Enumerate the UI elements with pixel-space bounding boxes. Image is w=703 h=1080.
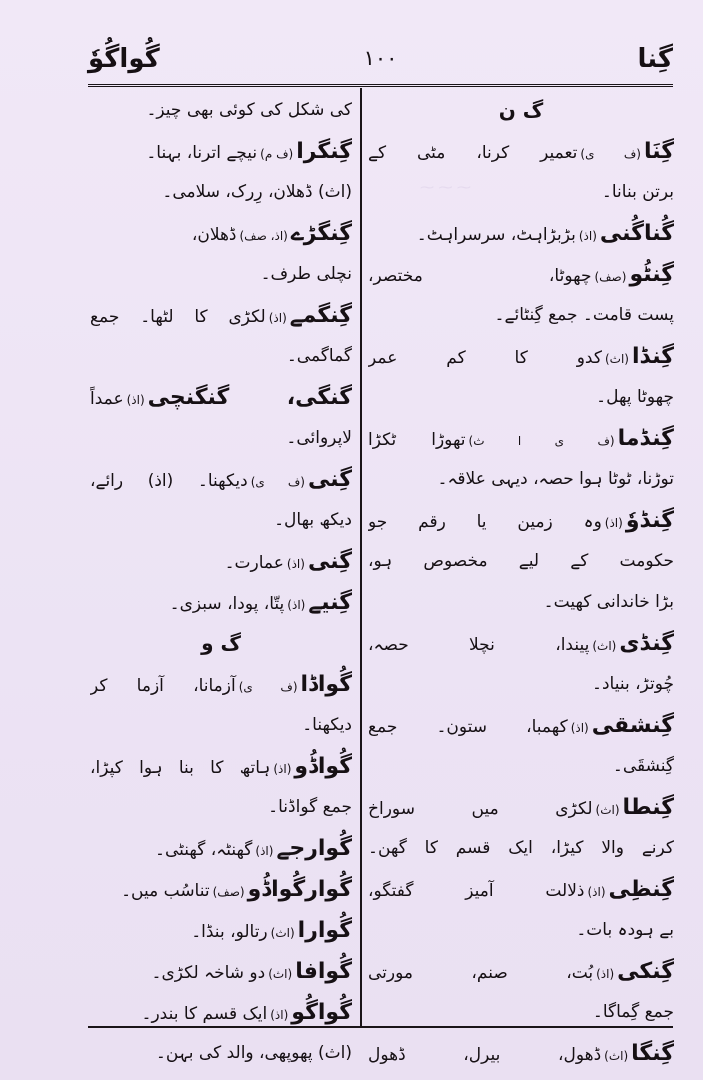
dictionary-entry bbox=[368, 869, 674, 910]
headword: گُوارگُواڈُو bbox=[247, 877, 352, 902]
definition-text: دیکھ بھال۔ bbox=[274, 510, 352, 530]
headword: گِنکی bbox=[617, 959, 674, 984]
definition-text: رتالو، بنڈا۔ bbox=[191, 922, 268, 942]
dictionary-entry bbox=[90, 664, 352, 705]
definition-text: جمع گواڈنا۔ bbox=[268, 797, 352, 817]
entry-continuation bbox=[368, 746, 674, 787]
header-headword-left: گُواگُوٗ bbox=[88, 44, 160, 74]
headword: گُناگُنی bbox=[599, 221, 674, 246]
entry-continuation bbox=[90, 172, 352, 213]
definition-text: کرنے والا کیڑا، ایک قسم کا گھن۔ bbox=[368, 838, 674, 858]
dictionary-entry bbox=[368, 336, 674, 377]
definition-text: گماگمی۔ bbox=[286, 346, 352, 366]
definition-text: ہاتھ کا بنا ہوا کپڑا، bbox=[90, 758, 271, 778]
grammar-label: (اث) bbox=[604, 352, 629, 366]
definition-text: ذلالت آمیز گفتگو، bbox=[368, 881, 585, 901]
show-through-text: ⁓ ⁓ ⁓ bbox=[420, 180, 471, 196]
footer-rule bbox=[88, 1026, 673, 1028]
headword: گِنگڑے bbox=[290, 221, 352, 246]
definition-text: دیکھنا۔ bbox=[302, 715, 352, 735]
grammar-label: (ف م) bbox=[260, 147, 294, 161]
entry-continuation bbox=[368, 377, 674, 418]
headword: گِنطا bbox=[622, 795, 674, 820]
grammar-label: (اذ) bbox=[270, 1008, 289, 1022]
definition-text: لکڑی کا لٹھا۔ جمع bbox=[90, 307, 266, 327]
grammar-label: (اذ) bbox=[126, 393, 145, 407]
grammar-label: (اذ) bbox=[578, 229, 597, 243]
definition-text: برتن بنانا۔ bbox=[601, 182, 674, 202]
dictionary-entry bbox=[368, 213, 674, 254]
entry-continuation bbox=[368, 910, 674, 951]
headword: گُوارجے bbox=[276, 836, 352, 861]
entry-continuation bbox=[368, 295, 674, 336]
dictionary-entry bbox=[90, 377, 352, 418]
grammar-label: (اذ، صف) bbox=[239, 229, 288, 243]
left-column bbox=[90, 90, 352, 1074]
headword: گِنڈما bbox=[617, 426, 674, 451]
definition-text: بُت، صنم، مورتی bbox=[368, 963, 594, 983]
grammar-label: (صف) bbox=[594, 270, 627, 284]
grammar-label: (اذ) bbox=[255, 844, 274, 858]
entry-continuation bbox=[90, 90, 352, 131]
definition-text: نیچے اترنا، بہنا۔ bbox=[146, 143, 258, 163]
section-heading: گ و bbox=[201, 631, 241, 655]
definition-text: دیکھنا۔ (اذ) رائے، bbox=[90, 471, 248, 491]
dictionary-entry bbox=[90, 582, 352, 623]
grammar-label: (اذ) bbox=[287, 598, 306, 612]
definition-text: توڑنا، ٹوٹا ہوا حصہ، دیہی علاقہ۔ bbox=[437, 469, 674, 489]
definition-text: آزمانا، آزما کر bbox=[90, 676, 236, 696]
definition-text: پست قامت۔ جمع گِنٹائے۔ bbox=[494, 305, 674, 325]
headword: گِنی bbox=[307, 549, 352, 574]
headword: گُوافا bbox=[295, 959, 352, 984]
definition-text: پتّا، پودا، سبزی۔ bbox=[169, 594, 285, 614]
dictionary-entry bbox=[90, 295, 352, 336]
grammar-label: (اث) bbox=[268, 967, 293, 981]
dictionary-entry bbox=[90, 746, 352, 787]
headword: گُواگُو bbox=[291, 1000, 352, 1025]
definition-text: چُوتڑ، بنیاد۔ bbox=[592, 674, 674, 694]
entry-continuation bbox=[90, 336, 352, 377]
definition-text: تناسُب میں۔ bbox=[121, 881, 210, 901]
grammar-label: (ف ی ا ث) bbox=[468, 434, 615, 448]
entry-continuation bbox=[90, 1033, 352, 1074]
dictionary-entry bbox=[90, 910, 352, 951]
definition-text: بے ہودہ بات۔ bbox=[576, 920, 674, 940]
definition-text: کدو کا کم عمر bbox=[368, 348, 602, 368]
grammar-label: (اث) bbox=[595, 803, 620, 817]
headword: گِنڈوٗ bbox=[625, 508, 674, 533]
definition-text: (اث) ڈھلان، رِرک، سلامی۔ bbox=[162, 182, 352, 202]
grammar-label: (ف ی) bbox=[250, 475, 305, 489]
dictionary-entry bbox=[90, 131, 352, 172]
definition-text: عمداً bbox=[90, 389, 124, 409]
definition-text: جمع گِماگا۔ bbox=[592, 1002, 674, 1022]
header-headword-right: گِنا bbox=[637, 44, 673, 74]
dictionary-entry bbox=[90, 541, 352, 582]
grammar-label: (اث) bbox=[592, 639, 617, 653]
dictionary-entry bbox=[368, 623, 674, 664]
dictionary-entry bbox=[90, 951, 352, 992]
definition-text: پیندا، نچلا حصہ، bbox=[368, 635, 590, 655]
grammar-label: (اذ) bbox=[596, 967, 615, 981]
definition-text: لکڑی میں سوراخ bbox=[368, 799, 593, 819]
dictionary-entry bbox=[90, 828, 352, 869]
entry-continuation bbox=[368, 541, 674, 582]
dictionary-entry bbox=[368, 418, 674, 459]
entry-continuation bbox=[368, 582, 674, 623]
dictionary-entry bbox=[368, 500, 674, 541]
definition-text: ڈھول، بیرل، ڈھول bbox=[368, 1045, 602, 1065]
page-header bbox=[88, 40, 673, 80]
headword: گِنظِی bbox=[608, 877, 674, 902]
grammar-label: (اذ) bbox=[273, 762, 292, 776]
entry-continuation bbox=[90, 254, 352, 295]
definition-text: نچلی طرف۔ bbox=[260, 264, 352, 284]
definition-text: تعمیر کرنا، مٹی کے bbox=[368, 143, 578, 163]
dictionary-entry bbox=[368, 705, 674, 746]
definition-text: ڈھلان، bbox=[191, 225, 237, 245]
entry-continuation bbox=[90, 500, 352, 541]
entry-continuation bbox=[368, 459, 674, 500]
definition-text: بڑبڑاہٹ، سرسراہٹ۔ bbox=[416, 225, 576, 245]
headword: گِنی bbox=[307, 467, 352, 492]
entry-continuation bbox=[90, 418, 352, 459]
headword: گنگی، گنگنچی bbox=[147, 385, 352, 410]
column-divider bbox=[360, 88, 362, 1026]
dictionary-entry bbox=[90, 213, 352, 254]
grammar-label: (اث) bbox=[270, 926, 295, 940]
entry-continuation bbox=[368, 664, 674, 705]
headword: گُواڈا bbox=[300, 672, 352, 697]
headword: گُوارا bbox=[297, 918, 352, 943]
dictionary-entry bbox=[90, 459, 352, 500]
dictionary-entry bbox=[368, 131, 674, 172]
definition-text: عمارت۔ bbox=[224, 553, 284, 573]
grammar-label: (اث) bbox=[604, 1049, 629, 1063]
entry-continuation bbox=[368, 172, 674, 213]
headword: گِنڈی bbox=[619, 631, 674, 656]
grammar-label: (اذ) bbox=[268, 311, 287, 325]
header-rule bbox=[88, 84, 673, 89]
right-column bbox=[368, 90, 674, 1074]
definition-text: حکومت کے لیے مخصوص ہو، bbox=[368, 551, 674, 571]
page-number: ١٠٠ bbox=[363, 46, 398, 70]
definition-text: (اث) پھوپھی، والد کی بہن۔ bbox=[155, 1043, 352, 1063]
grammar-label: (اذ) bbox=[587, 885, 606, 899]
section-heading: گ ن bbox=[498, 98, 544, 122]
dictionary-entry bbox=[368, 254, 674, 295]
definition-text: بڑا خاندانی کھیت۔ bbox=[543, 592, 674, 612]
headword: گِنیے bbox=[308, 590, 352, 615]
headword: گِنگا bbox=[631, 1041, 674, 1066]
headword: گِنشقی bbox=[591, 713, 674, 738]
definition-text: چھوٹا پھل۔ bbox=[596, 387, 674, 407]
entry-continuation bbox=[90, 705, 352, 746]
headword: گِنَا bbox=[643, 139, 674, 164]
grammar-label: (صف) bbox=[212, 885, 245, 899]
definition-text: گِنشقَی۔ bbox=[612, 756, 674, 776]
definition-text: لاپروائی۔ bbox=[286, 428, 352, 448]
definition-text: دو شاخہ لکڑی۔ bbox=[151, 963, 266, 983]
definition-text: تھوڑا ٹکڑا bbox=[368, 430, 466, 450]
grammar-label: (اذ) bbox=[286, 557, 305, 571]
headword: گِنٹُو bbox=[629, 262, 674, 287]
dictionary-entry bbox=[368, 951, 674, 992]
definition-text: کی شکل کی کوئی بھی چیز۔ bbox=[146, 100, 352, 120]
dictionary-entry bbox=[368, 1033, 674, 1074]
definition-text: ایک قسم کا بندر۔ bbox=[141, 1004, 268, 1024]
definition-text: وہ زمین یا رقم جو bbox=[368, 512, 602, 532]
grammar-label: (ف ی) bbox=[580, 147, 641, 161]
headword: گِنگمے bbox=[289, 303, 352, 328]
definition-text: کھمبا، ستون۔ جمع bbox=[368, 717, 568, 737]
dictionary-entry bbox=[90, 869, 352, 910]
definition-text: گھنٹہ، گھنٹی۔ bbox=[155, 840, 253, 860]
headword: گِنگرا bbox=[296, 139, 352, 164]
definition-text: چھوٹا، مختصر، bbox=[368, 266, 592, 286]
dictionary-entry bbox=[368, 787, 674, 828]
headword: گُواڈُو bbox=[294, 754, 352, 779]
grammar-label: (اذ) bbox=[604, 516, 623, 530]
entry-continuation bbox=[368, 828, 674, 869]
headword: گِنڈا bbox=[631, 344, 674, 369]
grammar-label: (ف ی) bbox=[238, 680, 298, 694]
grammar-label: (اذ) bbox=[570, 721, 589, 735]
entry-continuation bbox=[90, 787, 352, 828]
